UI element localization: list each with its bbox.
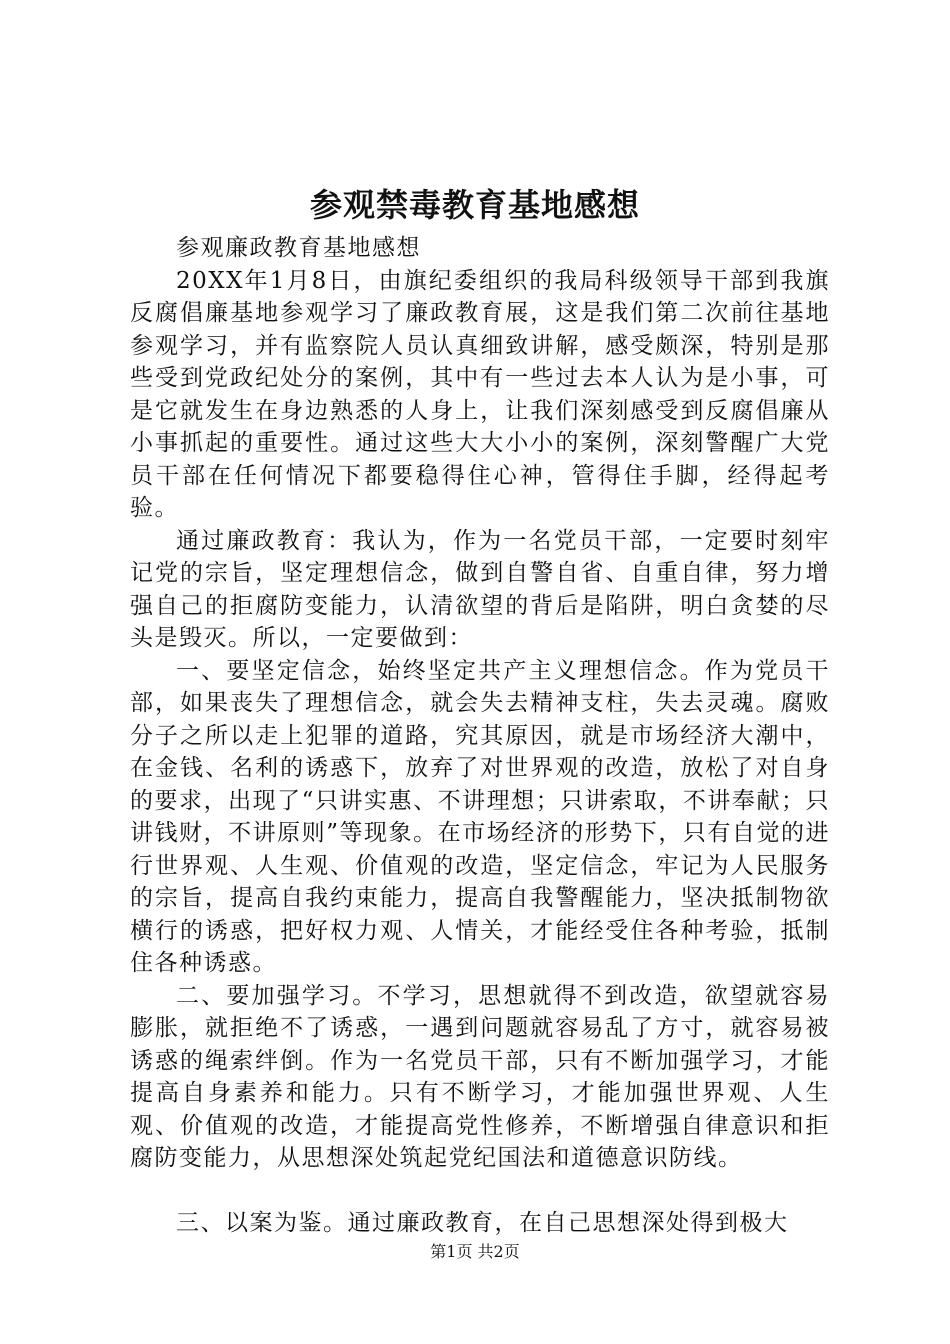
paragraph-reflection: 通过廉政教育：我认为，作为一名党员干部，一定要时刻牢记党的宗旨，坚定理想信念，做到自警自省、自重自律，努力增强自己的拒腐防变能力，认清欲望的背后是陷阱，明白贪婪的尽头是毁灭。所以，一定要做到： (130, 527, 830, 651)
paragraph-point-one: 一、要坚定信念，始终坚定共产主义理想信念。作为党员干部，如果丧失了理想信念，就会失去精神支柱，失去灵魂。腐败分子之所以走上犯罪的道路，究其原因，就是市场经济大潮中，在金钱、名利的诱惑下，放弃了对世界观的改造，放松了对自身的要求，出现了“只讲实惠、不讲理想；只讲索取，不讲奉献；只讲钱财，不讲原则”等现象。在市场经济的形势下，只有自觉的进行世界观、人生观、价值观的改造，坚定信念，牢记为人民服务的宗旨，提高自我约束能力，提高自我警醒能力，坚决抵制物欲横行的诱惑，把好权力观、人情关，才能经受住各种考验，抵制住各种诱惑。 (130, 657, 830, 976)
paragraph-point-two: 二、要加强学习。不学习，思想就得不到改造，欲望就容易膨胀，就拒绝不了诱惑，一遇到问题就容易乱了方寸，就容易被诱惑的绳索绊倒。作为一名党员干部，只有不断加强学习，才能提高自身素养和能力。只有不断学习，才能加强世界观、人生观、价值观的改造，才能提高党性修养，不断增强自律意识和拒腐防变能力，从思想深处筑起党纪国法和道德意识防线。 (130, 982, 830, 1171)
paragraph-point-three: 三、以案为鉴。通过廉政教育，在自己思想深处得到极大 (176, 1209, 789, 1236)
document-body (130, 232, 830, 1239)
paragraph-intro: 20XX年1月8日，由旗纪委组织的我局科级领导干部到我旗反腐倡廉基地参观学习了廉政教育展，这是我们第二次前往基地参观学习，并有监察院人员认真细致讲解，感受颇深，特别是那些受到党政纪处分的案例，其中有一些过去本人认为是小事，可是它就发生在身边熟悉的人身上，让我们深刻感受到反腐倡廉从小事抓起的重要性。通过这些大大小小的案例，深刻警醒广大党员干部在任何情况下都要稳得住心神，管得住手脚，经得起考验。 (130, 267, 830, 521)
page-number-footer: 第1页 共2页 (430, 1242, 520, 1261)
document-title: 参观禁毒教育基地感想 (309, 186, 640, 224)
paragraph-subtitle: 参观廉政教育基地感想 (176, 235, 421, 261)
